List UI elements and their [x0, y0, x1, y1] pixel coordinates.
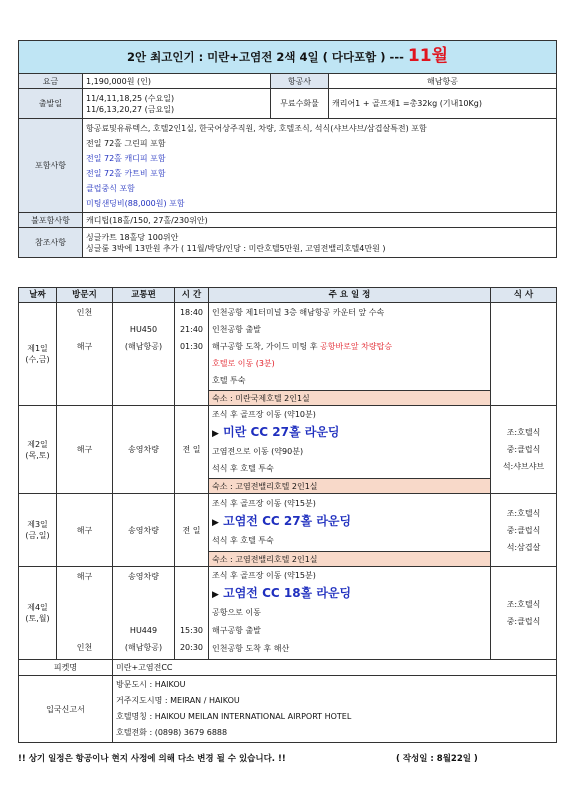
- golf-round: [212, 423, 487, 443]
- departure-label: 출발일: [19, 89, 83, 119]
- included-item: 클럽중식 포함: [86, 183, 135, 193]
- day3-row: [19, 494, 557, 552]
- day2-date: [19, 406, 57, 494]
- day1-lodging: 숙소 : 미란국제호텔 2인1실: [209, 391, 491, 406]
- day3-place: 해구: [57, 494, 113, 567]
- header-place: 방문지: [57, 288, 113, 303]
- schedule-item: 호텔 투숙: [212, 376, 246, 385]
- departure-date: 11/4,11,18,25 (수요일): [86, 93, 175, 103]
- schedule-item: 인천공항 도착 후 해산: [212, 644, 290, 653]
- immigration-item: 호텔명칭 : HAIKOU MEILAN INTERNATIONAL AIRPORT HOTEL: [116, 712, 352, 721]
- day3-transport: 송영차량: [113, 494, 175, 567]
- included-item: 전일 72홀 카트비 포함: [86, 168, 166, 178]
- immigration-item: 호텔전화 : (0898) 3679 6888: [116, 728, 228, 737]
- reference-list: [83, 228, 557, 258]
- day2-lodging: 숙소 : 고염전밸리호텔 2인1실: [209, 479, 491, 494]
- schedule-item: 호텔로 이동 (3분): [212, 359, 275, 368]
- schedule-item: 해구공항 출발: [212, 626, 261, 635]
- golf-round: [212, 584, 487, 604]
- immigration-item: 방문도시 : HAIKOU: [116, 680, 186, 689]
- schedule-item: 인천공항 출발: [212, 325, 261, 334]
- meal: 석:삼겹살: [506, 542, 541, 552]
- day2-time: 전 일: [175, 406, 209, 494]
- excluded-value: 캐디팁(18홀/150, 27홀/230위안): [83, 213, 557, 228]
- meal: 중:클럽식: [506, 617, 541, 626]
- golf-round-text: 고염전 CC 27홀 라운딩: [223, 514, 352, 528]
- header-meals: 식 사: [491, 288, 557, 303]
- header-schedule: 주 요 일 정: [209, 288, 491, 303]
- day1-transport: [113, 303, 175, 406]
- airline-value: 해남항공: [329, 74, 557, 89]
- day1-row: [19, 303, 557, 391]
- day4-row: [19, 567, 557, 660]
- day4-places: [57, 567, 113, 660]
- flight-number: HU450: [129, 325, 158, 334]
- day2-row: [19, 406, 557, 479]
- day4-meals: [491, 567, 557, 660]
- title-main: 2안 최고인기 : 미란+고염전 2색 4일 ( 다다포함 ) ---: [127, 50, 404, 64]
- schedule-highlight: 공항바로앞 차량탑승: [320, 342, 393, 351]
- included-item: 전일 72홀 그린피 포함: [86, 138, 166, 148]
- time: 15:30: [179, 626, 204, 635]
- day2-transport: 송영차량: [113, 406, 175, 494]
- summary-table: [18, 40, 557, 258]
- flight-number: HU449: [129, 626, 158, 635]
- page-title: [19, 41, 557, 74]
- day3-lodging: 숙소 : 고염전밸리호텔 2인1실: [209, 552, 491, 567]
- baggage-value: 캐리어1 + 골프채1 =총32kg (기내10Kg): [329, 89, 557, 119]
- immigration-label: 입국신고서: [19, 676, 113, 743]
- golf-round-text: 미란 CC 27홀 라운딩: [223, 425, 340, 439]
- price-value: 1,190,000원 (인): [83, 74, 271, 89]
- immigration-info: [113, 676, 557, 743]
- time: 18:40: [179, 308, 204, 317]
- day1-places: [57, 303, 113, 406]
- play-icon: ▶: [212, 518, 219, 528]
- time: 01:30: [179, 342, 204, 351]
- meal: 조:호텔식: [506, 600, 541, 609]
- meal: 조:호텔식: [506, 428, 541, 437]
- schedule-item: 조식 후 골프장 이동 (약15분): [212, 499, 316, 508]
- picket-value: 미란+고염전CC: [113, 660, 557, 676]
- schedule-item: 인천공항 제1터미널 3층 해남항공 카운터 앞 수속: [212, 308, 385, 317]
- schedule-item: 고염전으로 이동 (약90분): [212, 447, 304, 456]
- meal: 중:클럽식: [506, 525, 541, 535]
- schedule-text: 해구공항 도착, 가이드 미팅 후: [212, 342, 320, 351]
- included-item: 미팅샌딩비(88,000원) 포함: [86, 198, 185, 208]
- play-icon: ▶: [212, 429, 219, 439]
- excluded-label: 불포함사항: [19, 213, 83, 228]
- day4-schedule: [209, 567, 491, 660]
- airline: (해남항공): [124, 643, 163, 652]
- place: 해구: [76, 342, 93, 351]
- day-weekday: (금,일): [25, 531, 50, 540]
- header-time: 시 간: [175, 288, 209, 303]
- price-label: 요금: [19, 74, 83, 89]
- schedule-item: 공항으로 이동: [212, 608, 261, 617]
- golf-round-text: 고염전 CC 18홀 라운딩: [223, 586, 352, 600]
- included-label: 포함사항: [19, 119, 83, 213]
- day-number: 제2일: [27, 439, 48, 449]
- reference-item: 싱글룸 3박에 13만원 추가 ( 11월/박당/인당 : 미란호텔5만원, 고염전밸리호텔4만원 ): [86, 243, 386, 253]
- included-item: 전일 72홀 캐디피 포함: [86, 153, 166, 163]
- day-number: 제4일: [27, 603, 48, 612]
- day-weekday: (목,토): [25, 450, 50, 460]
- day3-date: [19, 494, 57, 567]
- schedule-item: 석식 후 호텔 투숙: [212, 464, 274, 473]
- day1-date: [19, 303, 57, 406]
- footer-written-date: ( 작성일 : 8월22일 ): [396, 754, 478, 764]
- day1-meals: [491, 303, 557, 406]
- day4-date: [19, 567, 57, 660]
- meal: 중:클럽식: [506, 445, 541, 454]
- day4-times: [175, 567, 209, 660]
- place: 인천: [76, 643, 93, 652]
- day-weekday: (수,금): [25, 355, 50, 364]
- departure-dates: [83, 89, 271, 119]
- reference-label: 참조사항: [19, 228, 83, 258]
- meal: 조:호텔식: [506, 508, 541, 518]
- day-number: 제1일: [27, 344, 48, 353]
- place: 인천: [76, 308, 93, 317]
- header-transport: 교통편: [113, 288, 175, 303]
- immigration-item: 거주지도시명 : MEIRAN / HAIKOU: [116, 696, 240, 705]
- schedule-item: 조식 후 골프장 이동 (약15분): [212, 571, 316, 580]
- reference-item: 싱글카트 18홀당 100위안: [86, 232, 179, 242]
- day2-place: 해구: [57, 406, 113, 494]
- included-list: [83, 119, 557, 213]
- time: 20:30: [179, 643, 204, 652]
- day3-time: 전 일: [175, 494, 209, 567]
- departure-date: 11/6,13,20,27 (금요일): [86, 104, 175, 114]
- day4-transport: [113, 567, 175, 660]
- place: 해구: [76, 572, 93, 581]
- golf-round: [212, 512, 487, 532]
- schedule-item: 석식 후 호텔 투숙: [212, 536, 274, 545]
- schedule-item: [212, 338, 487, 355]
- day2-schedule: [209, 406, 491, 479]
- day1-schedule: [209, 303, 491, 391]
- airline: (해남항공): [124, 342, 163, 351]
- day2-meals: [491, 406, 557, 494]
- picket-label: 피켓명: [19, 660, 113, 676]
- day3-meals: [491, 494, 557, 567]
- airline-label: 항공사: [271, 74, 329, 89]
- schedule-item: 조식 후 골프장 이동 (약10분): [212, 410, 316, 419]
- meal: 석:샤브샤브: [502, 462, 545, 471]
- transport: 송영차량: [128, 572, 159, 581]
- time: 21:40: [179, 325, 204, 334]
- footer-notice: !! 상기 일정은 항공이나 현지 사정에 의해 다소 변경 될 수 있습니다. !!: [18, 754, 286, 764]
- day1-times: [175, 303, 209, 406]
- play-icon: ▶: [212, 590, 219, 600]
- baggage-label: 무료수화물: [271, 89, 329, 119]
- itinerary-table: [18, 287, 557, 743]
- day-number: 제3일: [27, 520, 48, 529]
- header-date: 날짜: [19, 288, 57, 303]
- day3-schedule: [209, 494, 491, 552]
- title-month: 11월: [407, 46, 448, 66]
- included-item: 항공료및유류텍스, 호텔2인1실, 한국어상주직원, 차량, 호텔조식, 석식(샤브샤브/삼겹살특전) 포함: [86, 123, 427, 133]
- day-weekday: (토,월): [25, 614, 50, 623]
